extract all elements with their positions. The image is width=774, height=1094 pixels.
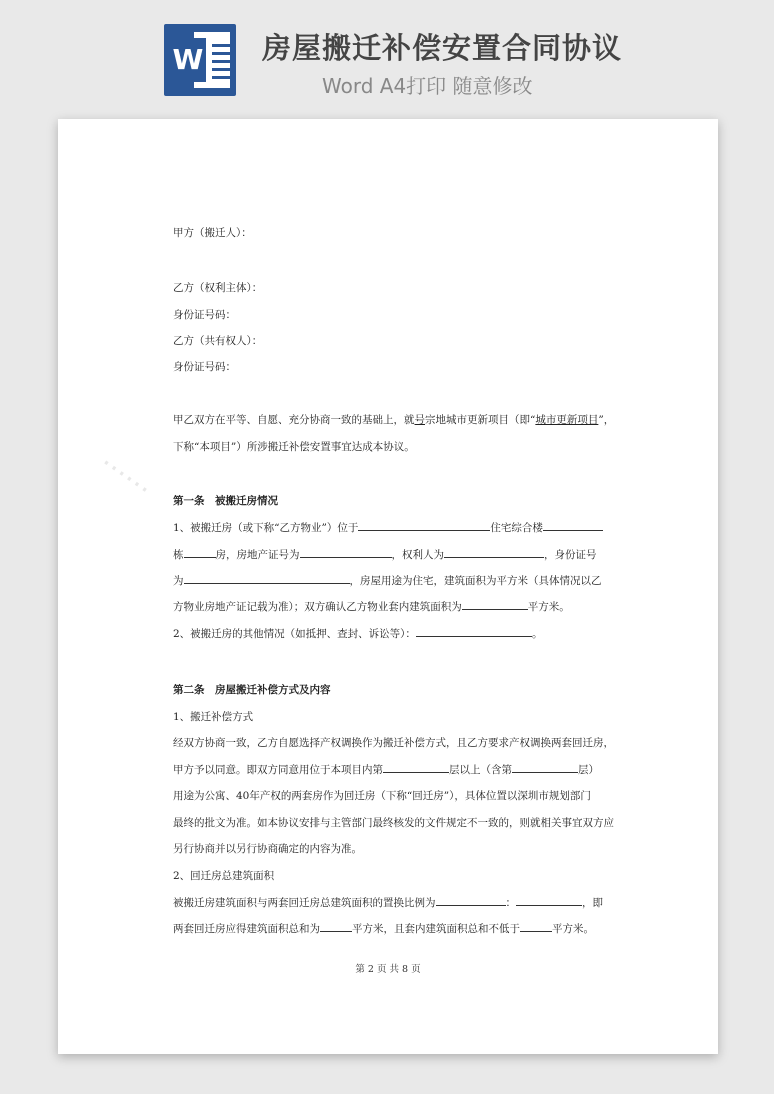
id-number-line: 身份证号码： bbox=[173, 309, 236, 321]
fill-blank[interactable] bbox=[184, 573, 350, 584]
text-run: 平方米，且套内建筑面积总和不低于 bbox=[352, 923, 520, 935]
article-1-line bbox=[173, 573, 602, 588]
text-run: 层） bbox=[578, 764, 599, 776]
text-run: ，即 bbox=[582, 897, 603, 909]
intro-paragraph-line: 下称“本项目”）所涉搬迁补偿安置事宜达成本协议。 bbox=[173, 441, 415, 453]
article-2-line: 经双方协商一致，乙方自愿选择产权调换作为搬迁补偿方式，且乙方要求产权调换两套回迁房， bbox=[173, 737, 614, 749]
text-run: 城市更新项目 bbox=[535, 414, 599, 426]
text-run: 平方米。 bbox=[552, 923, 594, 935]
intro-paragraph-line bbox=[173, 412, 614, 427]
text-run: ，身份证号 bbox=[544, 549, 597, 561]
article-1-line bbox=[173, 599, 570, 614]
page-title: 房屋搬迁补偿安置合同协议 bbox=[262, 31, 623, 65]
article-1-heading: 第一条 被搬迁房情况 bbox=[173, 495, 278, 507]
fill-blank[interactable] bbox=[300, 547, 392, 558]
party-a-line: 甲方（搬迁人）： bbox=[173, 227, 252, 239]
party-b-line: 乙方（权利主体）： bbox=[173, 282, 263, 294]
watermark: ⋯⋯ bbox=[93, 445, 159, 506]
party-b-co-owner-line: 乙方（共有权人）： bbox=[173, 335, 263, 347]
fill-blank[interactable] bbox=[358, 520, 490, 531]
document-page bbox=[58, 119, 718, 1054]
text-run: 栋 bbox=[173, 549, 184, 561]
page-number-footer: 第 2 页 共 8 页 bbox=[355, 964, 421, 975]
text-run: 层以上（含第 bbox=[449, 764, 512, 776]
text-run: ： bbox=[505, 897, 516, 909]
article-2-subheading: 1、搬迁补偿方式 bbox=[173, 711, 254, 723]
text-run: 房，房地产证号为 bbox=[215, 549, 300, 561]
text-run: 被搬迁房建筑面积与两套回迁房总建筑面积的置换比例为 bbox=[173, 897, 436, 909]
text-run: 两套回迁房应得建筑面积总和为 bbox=[173, 923, 320, 935]
word-w-letter: W bbox=[170, 38, 206, 82]
text-run: 2、被搬迁房的其他情况（如抵押、查封、诉讼等）： bbox=[173, 628, 416, 640]
fill-blank[interactable] bbox=[516, 895, 582, 906]
article-2-heading: 第二条 房屋搬迁补偿方式及内容 bbox=[173, 684, 331, 696]
fill-blank[interactable] bbox=[520, 921, 552, 932]
id-number-line: 身份证号码： bbox=[173, 361, 236, 373]
text-run: 甲方予以同意。即双方同意用位于本项目内第 bbox=[173, 764, 383, 776]
text-run: 宗地城市更新项目（即“ bbox=[425, 414, 536, 426]
text-run: 甲乙双方在平等、自愿、充分协商一致的基础上，就 bbox=[173, 414, 415, 426]
text-run: 平方米。 bbox=[527, 601, 570, 613]
article-1-line bbox=[173, 547, 597, 562]
text-run: ，权利人为 bbox=[391, 549, 444, 561]
text-run: ，房屋用途为住宅，建筑面积为平方米（具体情况以乙 bbox=[349, 575, 602, 587]
fill-blank[interactable] bbox=[444, 547, 544, 558]
text-run: 方物业房地产证记载为准）；双方确认乙方物业套内建筑面积为 bbox=[173, 601, 462, 613]
article-2-line bbox=[173, 762, 599, 777]
header bbox=[0, 0, 774, 110]
article-2-line: 用途为公寓、40年产权的两套房作为回迁房（下称“回迁房”），具体位置以深圳市规划部门 bbox=[173, 790, 591, 802]
fill-blank[interactable] bbox=[320, 921, 352, 932]
article-2-line bbox=[173, 895, 603, 910]
text-run: 。 bbox=[531, 628, 543, 640]
word-icon bbox=[164, 24, 236, 96]
doc-line bbox=[212, 52, 230, 55]
doc-line bbox=[212, 60, 230, 63]
text-run: 为 bbox=[173, 575, 184, 587]
text-run: 1、被搬迁房（或下称“乙方物业”）位于 bbox=[173, 522, 359, 534]
fill-blank[interactable] bbox=[383, 762, 449, 773]
fill-blank[interactable] bbox=[512, 762, 578, 773]
fill-blank[interactable] bbox=[543, 520, 603, 531]
article-1-line bbox=[173, 626, 542, 641]
text-run: 住宅综合楼 bbox=[490, 522, 543, 534]
article-2-line: 最终的批文为准。如本协议安排与主管部门最终核发的文件规定不一致的，则就相关事宜双方应 bbox=[173, 817, 614, 829]
doc-line bbox=[212, 76, 230, 79]
text-run: 号 bbox=[414, 414, 425, 426]
doc-line bbox=[212, 44, 230, 47]
text-run: ”， bbox=[598, 414, 615, 426]
article-2-line: 另行协商并以另行协商确定的内容为准。 bbox=[173, 843, 362, 855]
fill-blank[interactable] bbox=[416, 626, 532, 637]
article-2-line bbox=[173, 921, 594, 936]
doc-line bbox=[212, 68, 230, 71]
fill-blank[interactable] bbox=[184, 547, 216, 558]
page-subtitle: Word A4打印 随意修改 bbox=[322, 74, 533, 98]
fill-blank[interactable] bbox=[436, 895, 506, 906]
fill-blank[interactable] bbox=[462, 599, 528, 610]
article-2-subheading: 2、回迁房总建筑面积 bbox=[173, 870, 275, 882]
article-1-line bbox=[173, 520, 603, 535]
